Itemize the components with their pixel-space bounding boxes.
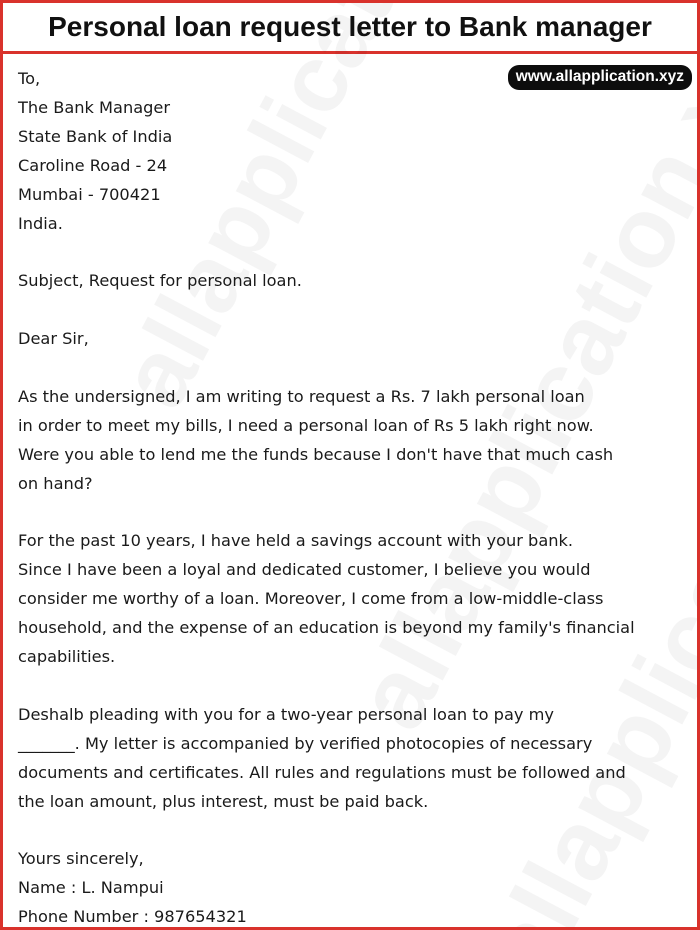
paragraph-line: _______. My letter is accompanied by verified photocopies of necessary — [18, 733, 593, 753]
subject-line: Subject, Request for personal loan. — [18, 271, 302, 291]
address-line: Mumbai - 700421 — [18, 184, 161, 204]
paragraph-line: capabilities. — [18, 647, 116, 667]
letter-body — [18, 65, 688, 930]
paragraph-line: Deshalb pleading with you for a two-year personal loan to pay my — [18, 704, 554, 724]
paragraph-line: the loan amount, plus interest, must be paid back. — [18, 791, 429, 811]
signature-phone: Phone Number : 987654321 — [18, 907, 247, 927]
title-bar — [3, 3, 697, 54]
paragraph-line: documents and certificates. All rules and regulations must be followed and — [18, 762, 626, 782]
website-badge: www.allapplication.xyz — [508, 65, 692, 90]
address-line: India. — [18, 213, 63, 233]
paragraph-line: For the past 10 years, I have held a savings account with your bank. — [18, 531, 574, 551]
paragraph-line: Since I have been a loyal and dedicated customer, I believe you would — [18, 560, 591, 580]
paragraph-line: in order to meet my bills, I need a personal loan of Rs 5 lakh right now. — [18, 415, 594, 435]
address-line: State Bank of India — [18, 126, 173, 146]
paragraph-line: consider me worthy of a loan. Moreover, I come from a low-middle-class — [18, 589, 604, 609]
signature-name: Name : L. Nampui — [18, 878, 164, 898]
closing: Yours sincerely, — [18, 849, 144, 869]
address-line: The Bank Manager — [18, 97, 171, 117]
page-title: Personal loan request letter to Bank manager — [48, 11, 652, 42]
paragraph-line: on hand? — [18, 473, 93, 493]
salutation: Dear Sir, — [18, 329, 89, 349]
paragraph-line: Were you able to lend me the funds because I don't have that much cash — [18, 444, 614, 464]
address-line: Caroline Road - 24 — [18, 155, 168, 175]
paragraph-line: As the undersigned, I am writing to request a Rs. 7 lakh personal loan — [18, 386, 585, 406]
address-line: To, — [18, 69, 41, 88]
paragraph-line: household, and the expense of an education is beyond my family's financial — [18, 618, 635, 638]
